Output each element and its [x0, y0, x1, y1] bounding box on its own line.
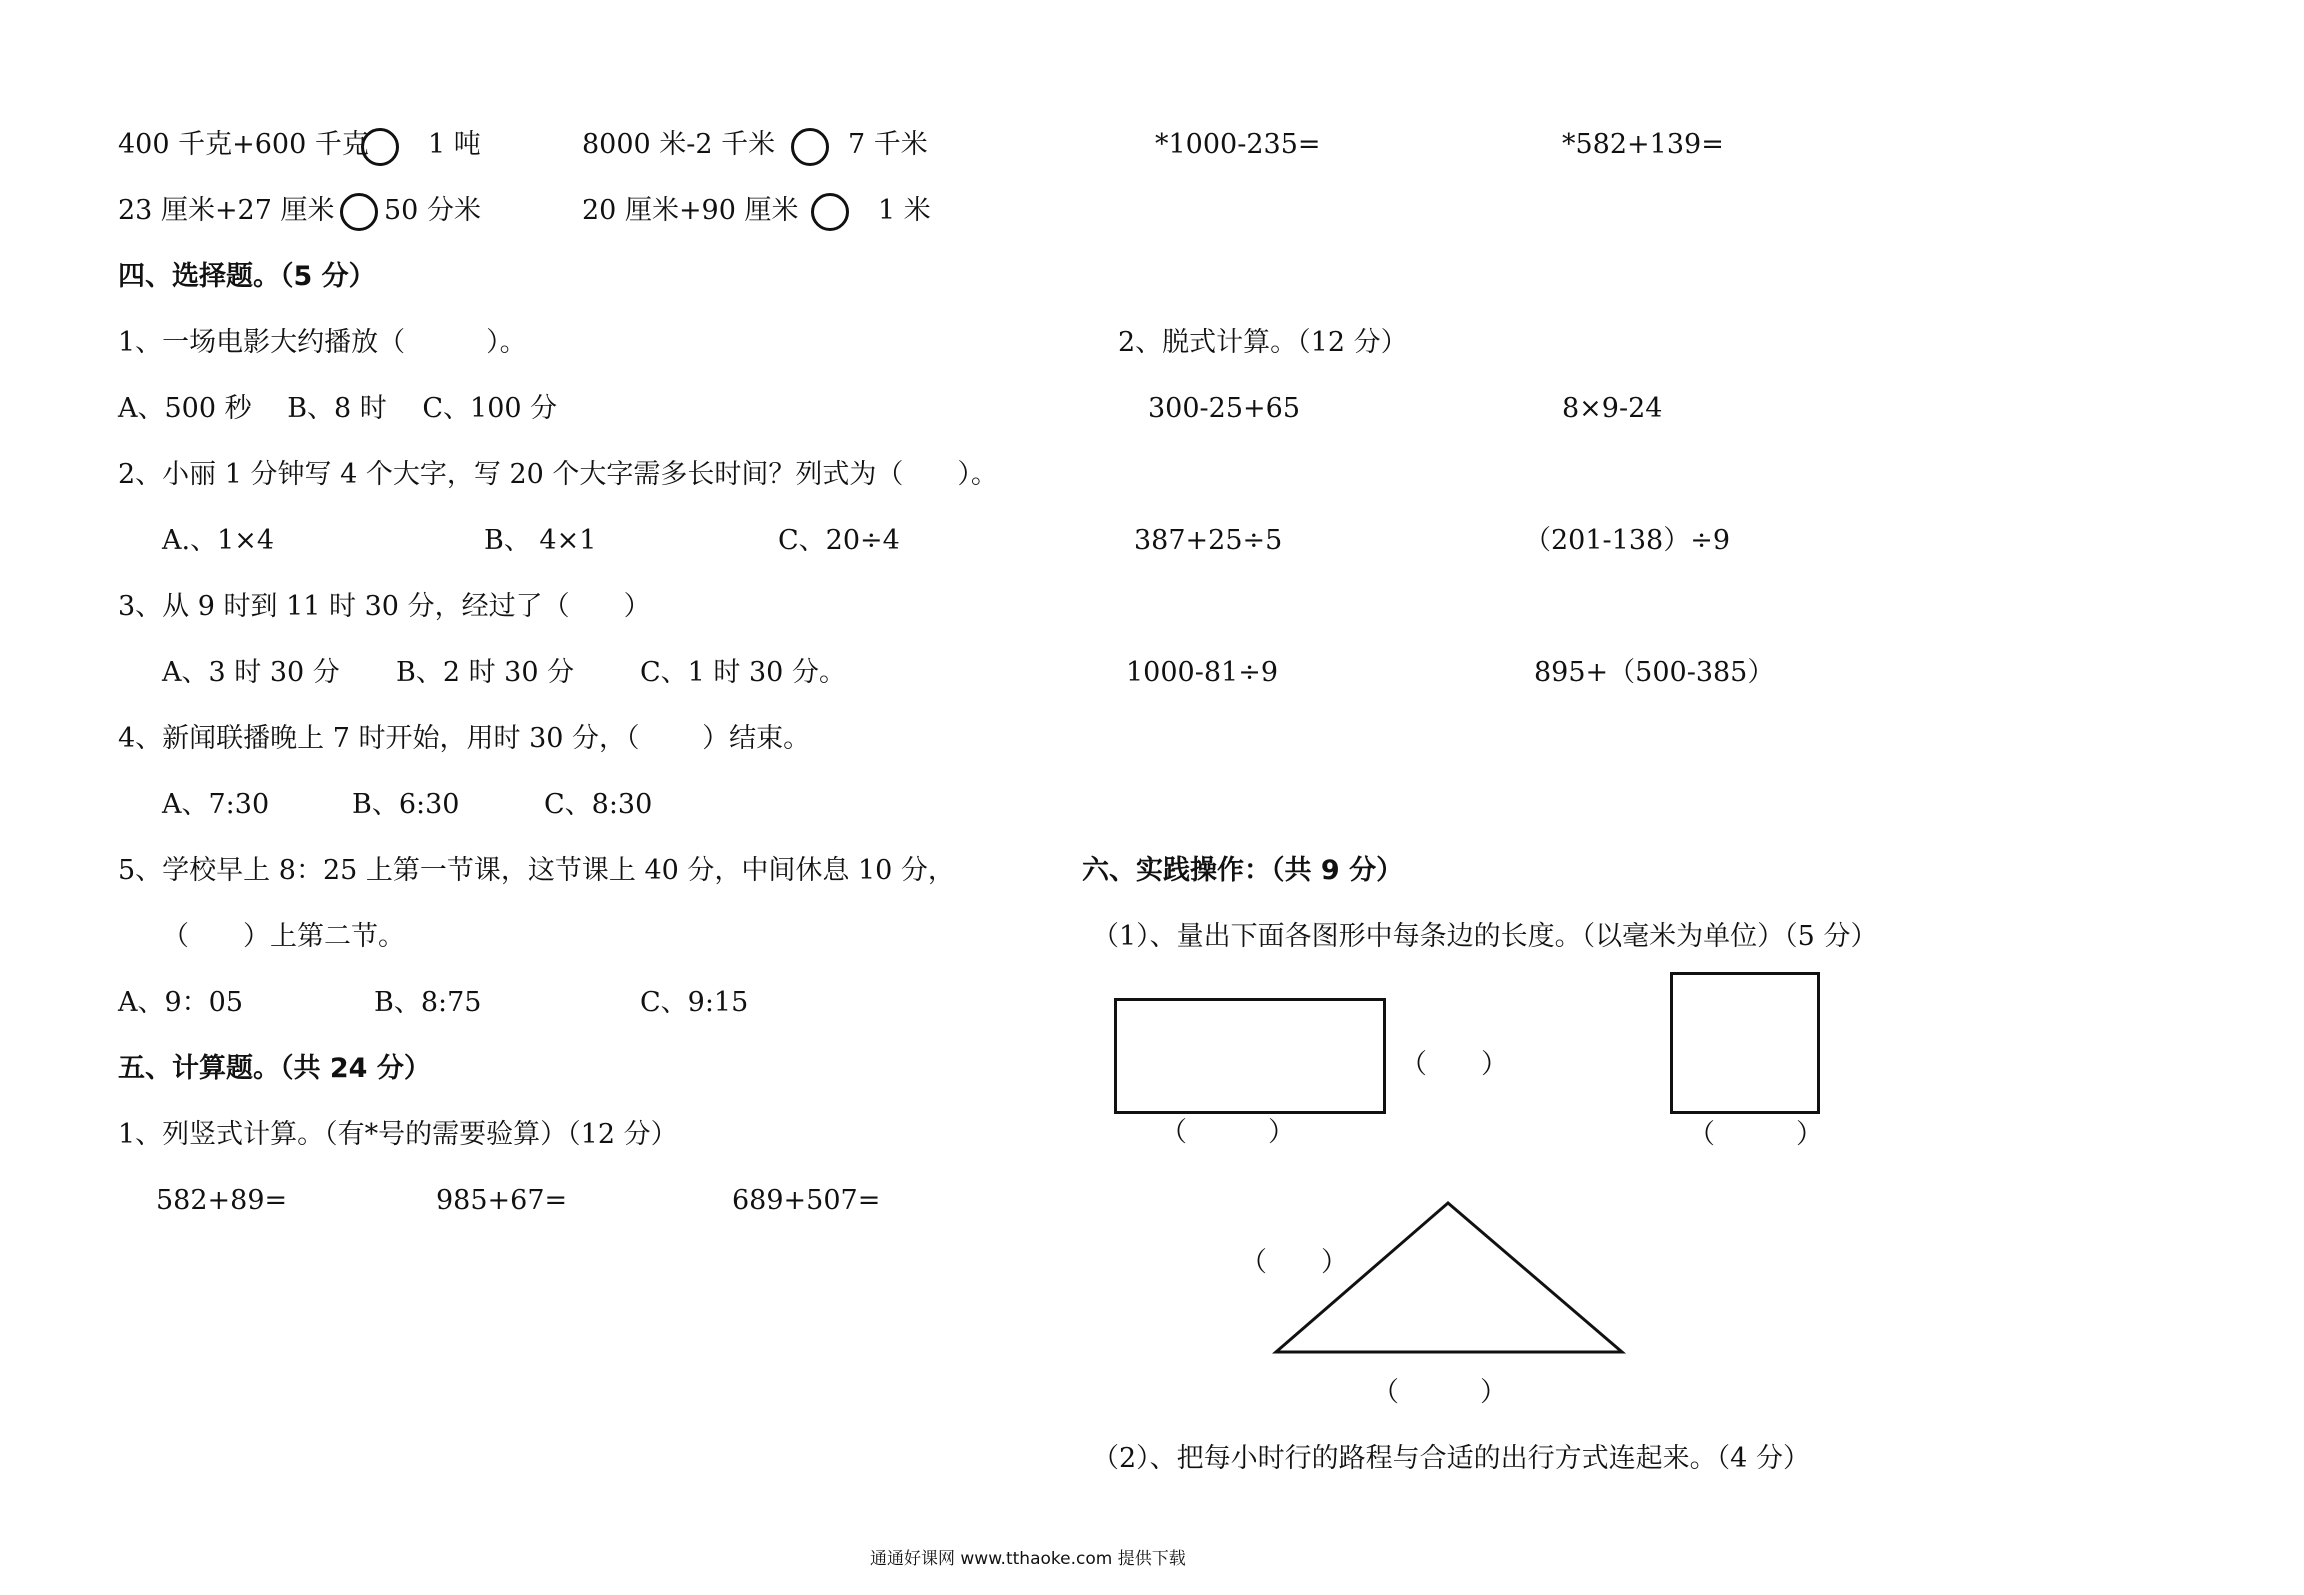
- section6-title: 六、实践操作：（共 9 分）: [1082, 855, 1404, 886]
- triangle-left-blank: （ ）: [1240, 1247, 1348, 1278]
- square-blank: （ ）: [1688, 1119, 1823, 1150]
- rect-bottom-blank: （ ）: [1160, 1117, 1295, 1148]
- q4-5-option-c: C、9:15: [640, 987, 749, 1018]
- compare-2b-right: 1 米: [878, 195, 931, 226]
- compare-1b-left: 8000 米-2 千米: [582, 129, 776, 160]
- expr-6: 895+（500-385）: [1534, 657, 1775, 688]
- q4-4: 4、新闻联播晚上 7 时开始，用时 30 分，（ ）结束。: [118, 723, 811, 754]
- q4-4-option-c: C、8:30: [544, 789, 653, 820]
- vertical-calc-1000-235: *1000-235=: [1155, 129, 1321, 160]
- compare-2a-right: 50 分米: [384, 195, 481, 226]
- expr-5: 1000-81÷9: [1126, 657, 1278, 688]
- vertical-calc-582-89: 582+89=: [156, 1185, 288, 1216]
- q6-1: （1）、量出下面各图形中每条边的长度。（以毫米为单位）（5 分）: [1092, 921, 1878, 952]
- q4-3-option-a: A、3 时 30 分: [162, 657, 340, 688]
- q5-1: 1、列竖式计算。（有*号的需要验算）（12 分）: [118, 1119, 678, 1150]
- footer-source: 通通好课网 www.tthaoke.com 提供下载: [870, 1549, 1186, 1569]
- q4-5-line1: 5、学校早上 8：25 上第一节课，这节课上 40 分，中间休息 10 分，: [118, 855, 955, 886]
- q4-1: 1、一场电影大约播放（ ）。: [118, 327, 527, 358]
- q4-5-option-a: A、9：05: [118, 987, 244, 1018]
- expr-4: （201-138）÷9: [1524, 525, 1730, 556]
- q4-1-options: A、500 秒 B、8 时 C、100 分: [118, 393, 558, 424]
- q5-2: 2、脱式计算。（12 分）: [1118, 327, 1408, 358]
- rect-right-blank: （ ）: [1400, 1049, 1508, 1080]
- q4-2-option-a: A.、1×4: [162, 525, 275, 556]
- section4-title: 四、选择题。（5 分）: [118, 261, 376, 292]
- compare-2b-left: 20 厘米+90 厘米: [582, 195, 799, 226]
- compare-1a-left: 400 千克+600 千克: [118, 129, 369, 160]
- expr-2: 8×9-24: [1562, 393, 1663, 424]
- q4-3: 3、从 9 时到 11 时 30 分，经过了（ ）: [118, 591, 651, 622]
- section5-title: 五、计算题。（共 24 分）: [118, 1053, 431, 1084]
- triangle-bottom-blank: （ ）: [1372, 1377, 1507, 1408]
- compare-1a-right: 1 吨: [428, 129, 481, 160]
- q4-3-option-b: B、2 时 30 分: [396, 657, 575, 688]
- q4-2: 2、小丽 1 分钟写 4 个大字，写 20 个大字需多长时间？列式为（ ）。: [118, 459, 998, 490]
- vertical-calc-582-139: *582+139=: [1562, 129, 1724, 160]
- expr-3: 387+25÷5: [1134, 525, 1283, 556]
- q4-2-option-b: B、 4×1: [484, 525, 597, 556]
- q4-3-option-c: C、1 时 30 分。: [640, 657, 846, 688]
- q4-4-option-a: A、7:30: [162, 789, 270, 820]
- compare-2a-left: 23 厘米+27 厘米: [118, 195, 335, 226]
- q4-5-option-b: B、8:75: [374, 987, 482, 1018]
- compare-1b-right: 7 千米: [848, 129, 928, 160]
- q4-2-option-c: C、20÷4: [778, 525, 900, 556]
- vertical-calc-985-67: 985+67=: [436, 1185, 568, 1216]
- q6-2: （2）、把每小时行的路程与合适的出行方式连起来。（4 分）: [1092, 1443, 1810, 1474]
- q4-5-line2: （ ）上第二节。: [162, 921, 405, 952]
- expr-1: 300-25+65: [1148, 393, 1300, 424]
- q4-4-option-b: B、6:30: [352, 789, 460, 820]
- vertical-calc-689-507: 689+507=: [732, 1185, 881, 1216]
